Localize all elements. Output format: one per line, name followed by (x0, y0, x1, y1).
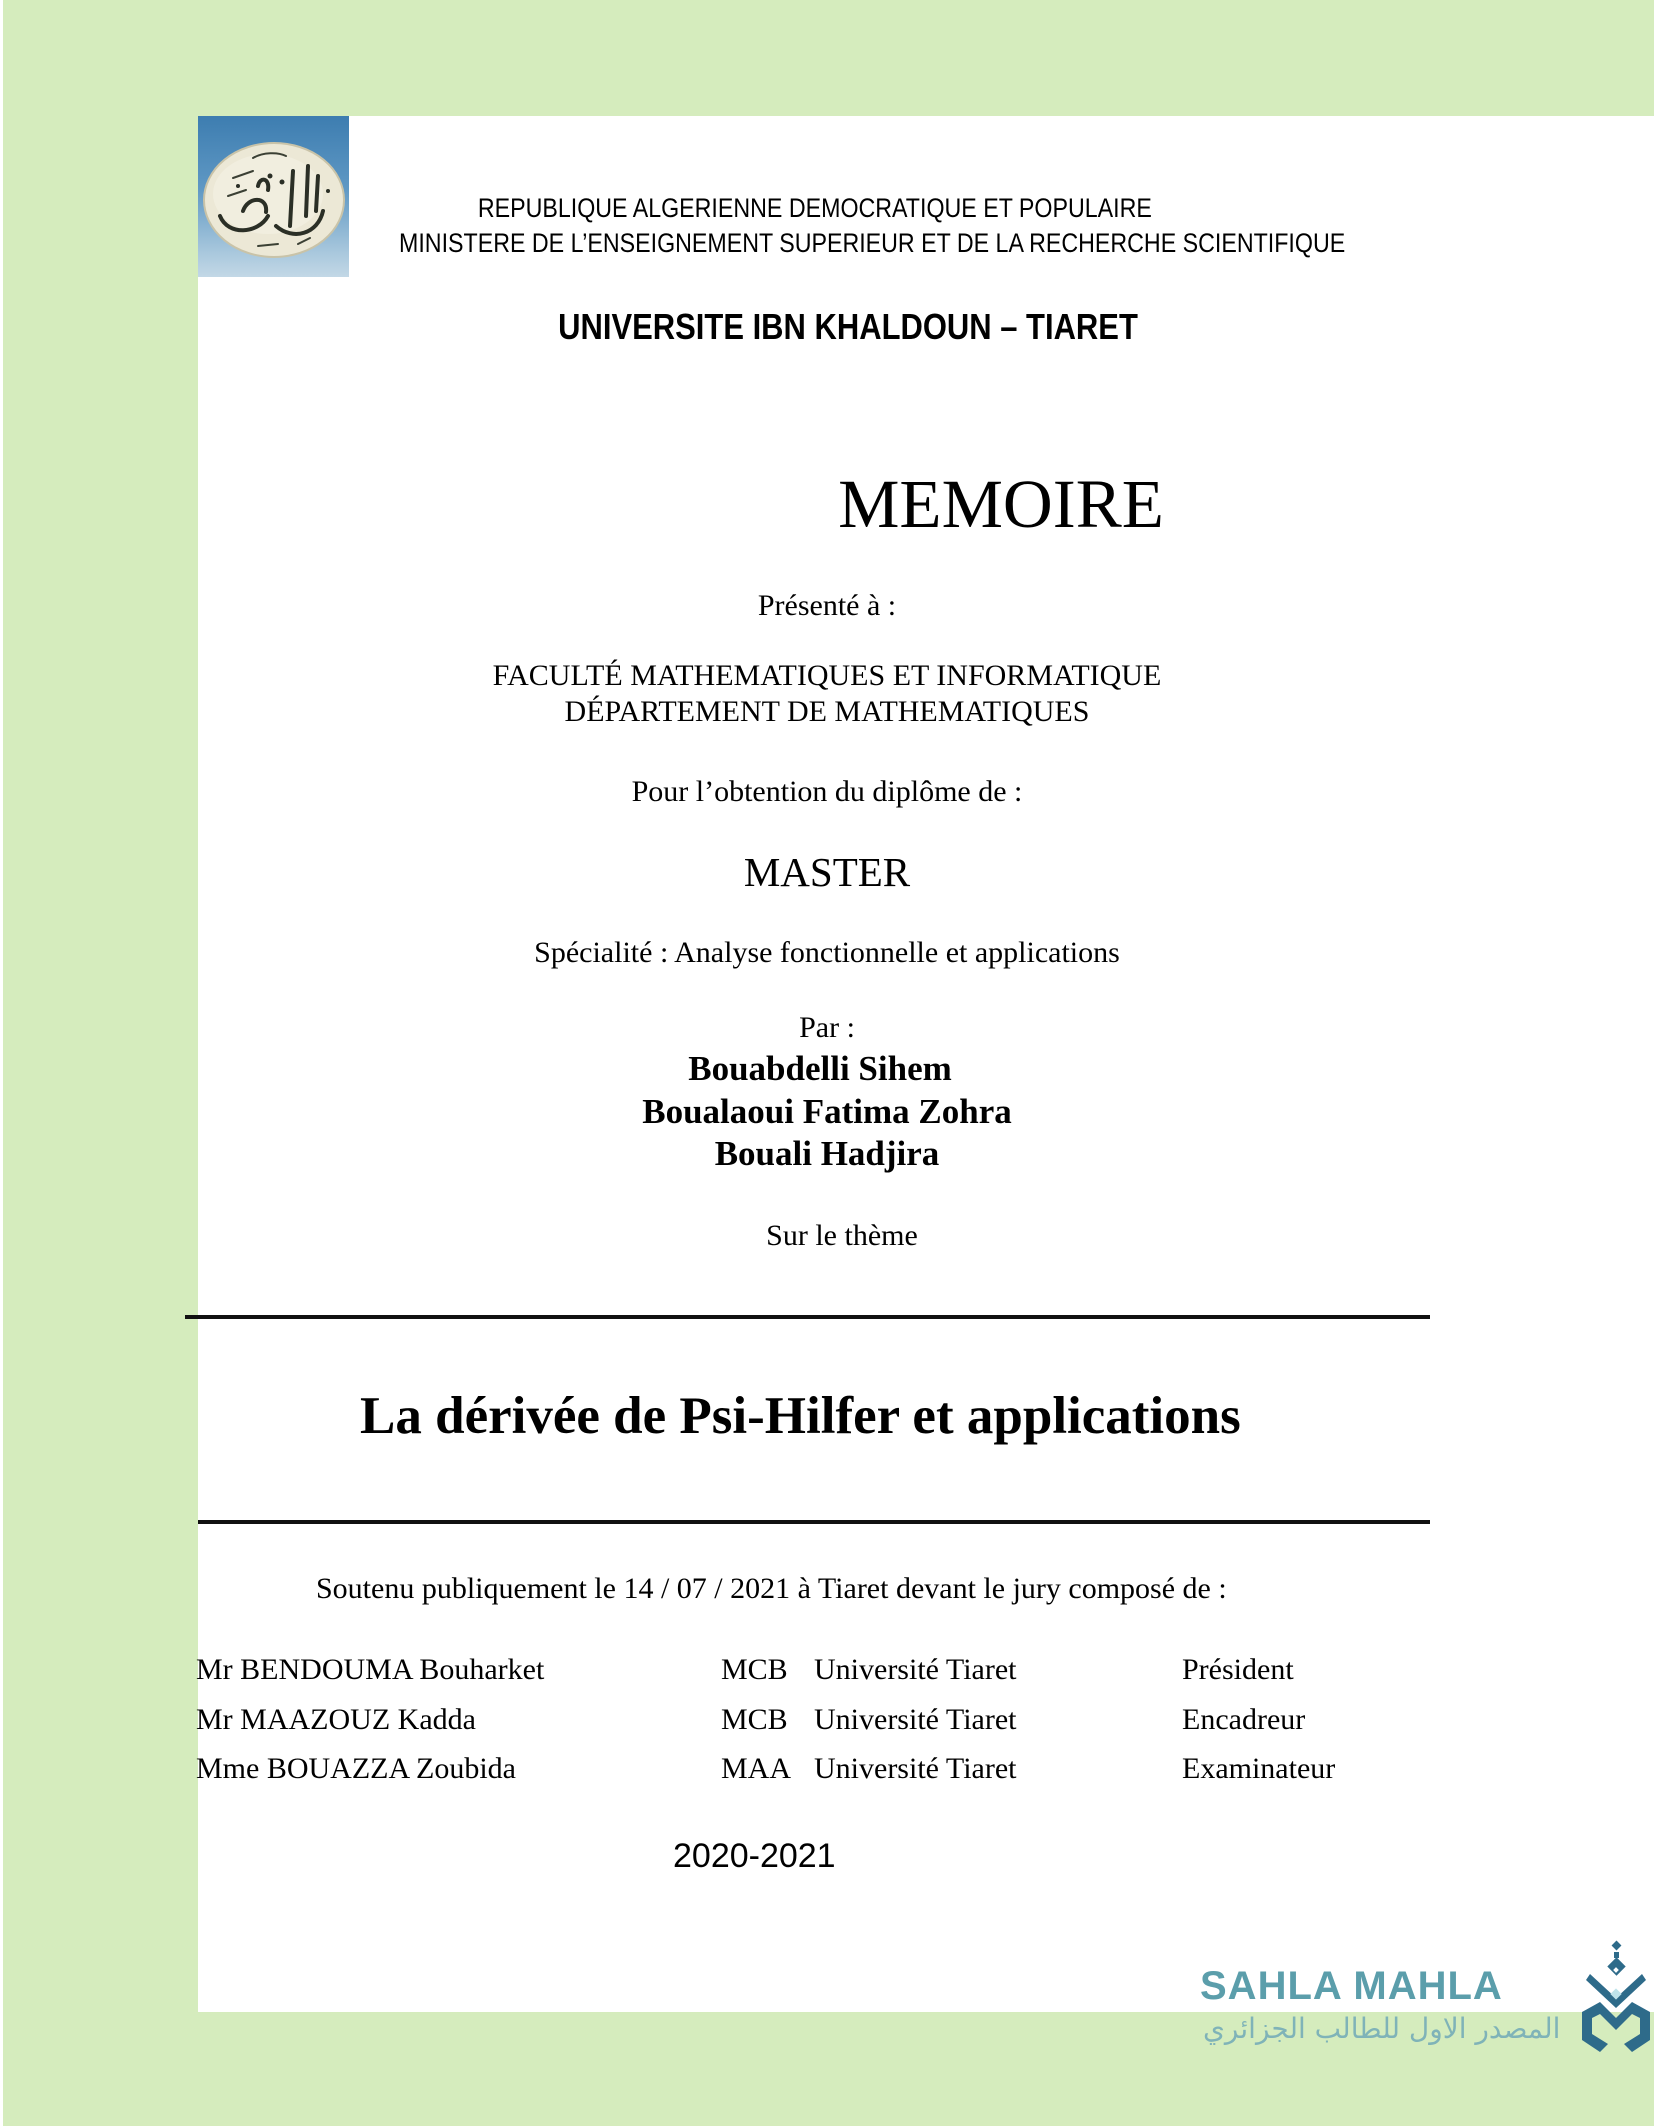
jury-member-grade: MAA (721, 1752, 792, 1785)
brand-name: SAHLA MAHLA (1200, 1964, 1503, 2008)
department-text: DÉPARTEMENT DE MATHEMATIQUES (564, 695, 1090, 728)
degree-intro-text: Pour l’obtention du diplôme de : (631, 775, 1023, 808)
sahla-mahla-emblem-icon (1580, 1940, 1652, 2055)
ministry-heading (0, 230, 1654, 257)
university-heading (0, 306, 1654, 347)
green-border-top (3, 0, 1654, 116)
university-text: UNIVERSITE IBN KHALDOUN – TIARET (558, 306, 1138, 347)
thesis-title: La dérivée de Psi-Hilfer et applications (360, 1387, 1241, 1445)
jury-member-name: Mr BENDOUMA Bouharket (196, 1653, 545, 1686)
specialty-text: Spécialité : Analyse fonctionnelle et applications (534, 936, 1120, 969)
author-name: Bouabdelli Sihem (688, 1049, 952, 1088)
jury-member-institution: Université Tiaret (814, 1653, 1017, 1686)
title-rule-bottom (198, 1520, 1430, 1524)
author-3 (0, 1136, 1654, 1171)
by-text: Par : (799, 1011, 855, 1044)
jury-member-institution: Université Tiaret (814, 1703, 1017, 1736)
faculty-name (0, 661, 1654, 691)
jury-member-grade: MCB (721, 1653, 788, 1686)
theme-intro (0, 1221, 1654, 1251)
presented-to-label (0, 591, 1654, 621)
degree-name (0, 849, 1654, 895)
jury-member-role: Président (1182, 1653, 1294, 1686)
author-name: Boualaoui Fatima Zohra (642, 1092, 1012, 1131)
brand-tagline: المصدر الاول للطالب الجزائري (1203, 2012, 1561, 2045)
jury-member-role: Examinateur (1182, 1752, 1336, 1785)
faculty-text: FACULTÉ MATHEMATIQUES ET INFORMATIQUE (492, 659, 1162, 692)
jury-member-name: Mme BOUAZZA Zoubida (196, 1752, 516, 1785)
academic-year: 2020-2021 (673, 1837, 836, 1875)
author-name: Bouali Hadjira (714, 1134, 940, 1173)
degree-intro (0, 777, 1654, 807)
document-type: MEMOIRE (838, 466, 1164, 542)
jury-member-role: Encadreur (1182, 1703, 1306, 1736)
defense-statement: Soutenu publiquement le 14 / 07 / 2021 à Tiaret devant le jury composé de : (316, 1572, 1227, 1605)
jury-member-name: Mr MAAZOUZ Kadda (196, 1703, 476, 1736)
author-2 (0, 1094, 1654, 1129)
republic-heading (0, 195, 1654, 222)
theme-intro-text: Sur le thème (766, 1219, 918, 1252)
department-name (0, 697, 1654, 727)
title-rule-top (185, 1315, 1430, 1319)
degree-text: MASTER (743, 849, 911, 895)
by-label (0, 1013, 1654, 1043)
specialty (0, 938, 1654, 968)
republic-text: REPUBLIQUE ALGERIENNE DEMOCRATIQUE ET POPULAIRE (478, 193, 1152, 223)
jury-member-institution: Université Tiaret (814, 1752, 1017, 1785)
presented-to-text: Présenté à : (757, 589, 897, 622)
jury-member-grade: MCB (721, 1703, 788, 1736)
ministry-text: MINISTERE DE L’ENSEIGNEMENT SUPERIEUR ET DE LA RECHERCHE SCIENTIFIQUE (399, 228, 1346, 258)
author-1 (0, 1051, 1654, 1086)
